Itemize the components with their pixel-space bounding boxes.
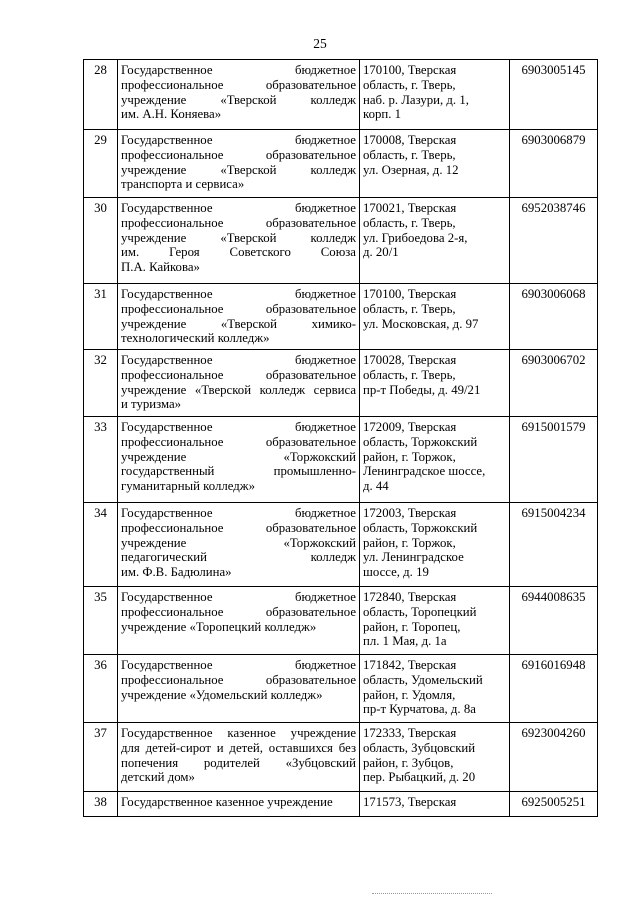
organization-address-line: д. 20/1 bbox=[363, 245, 399, 260]
table-row bbox=[84, 723, 598, 792]
organization-address-line: д. 44 bbox=[363, 479, 389, 494]
organization-address bbox=[360, 130, 510, 198]
table-row bbox=[84, 417, 598, 503]
organization-address-line: ул. Озерная, д. 12 bbox=[363, 162, 459, 177]
organization-address-line: область, Зубцовский bbox=[363, 740, 476, 755]
organization-address-line: Ленинградское шоссе, bbox=[363, 464, 486, 479]
organization-name-line: профессиональное образовательное bbox=[121, 77, 356, 92]
organization-inn: 6903006879 bbox=[510, 130, 598, 198]
organization-name-line: детский дом» bbox=[121, 770, 195, 785]
organization-name-line: государственный промышленно- bbox=[121, 464, 356, 479]
organization-name-line: технологический колледж» bbox=[121, 331, 270, 346]
row-number: 36 bbox=[84, 655, 118, 723]
organization-inn: 6903006068 bbox=[510, 284, 598, 350]
organization-address-line: ул. Грибоедова 2-я, bbox=[363, 230, 468, 245]
organization-name bbox=[118, 60, 360, 130]
row-number: 28 bbox=[84, 60, 118, 130]
organization-name bbox=[118, 284, 360, 350]
organization-address-line: 171573, Тверская bbox=[363, 795, 457, 809]
organization-inn: 6903006702 bbox=[510, 350, 598, 417]
organization-address-line: 172003, Тверская bbox=[363, 506, 457, 520]
organization-address-line: пр-т Победы, д. 49/21 bbox=[363, 382, 481, 397]
row-number: 31 bbox=[84, 284, 118, 350]
organization-address-line: 171842, Тверская bbox=[363, 658, 457, 672]
organization-address-line: район, г. Зубцов, bbox=[363, 755, 454, 770]
organization-address bbox=[360, 723, 510, 792]
organization-address-line: область, г. Тверь, bbox=[363, 301, 456, 316]
organization-name-line: Государственное бюджетное bbox=[121, 658, 356, 672]
organization-address bbox=[360, 350, 510, 417]
organization-name-line: гуманитарный колледж» bbox=[121, 479, 256, 494]
organization-address-line: 172009, Тверская bbox=[363, 420, 457, 434]
table-row bbox=[84, 587, 598, 655]
organization-name bbox=[118, 792, 360, 817]
row-number: 37 bbox=[84, 723, 118, 792]
organization-name-line: Государственное казенное учреждение bbox=[121, 795, 333, 809]
organization-name-line: профессиональное образовательное bbox=[121, 604, 356, 619]
organization-name-line: педагогический колледж bbox=[121, 550, 356, 565]
table-row bbox=[84, 284, 598, 350]
organization-name bbox=[118, 198, 360, 284]
organization-inn: 6944008635 bbox=[510, 587, 598, 655]
organization-inn: 6923004260 bbox=[510, 723, 598, 792]
organization-address-line: район, г. Торжок, bbox=[363, 449, 456, 464]
organization-name-line: Государственное бюджетное bbox=[121, 590, 356, 604]
organization-name-line: учреждение «Удомельский колледж» bbox=[121, 687, 323, 702]
organization-address bbox=[360, 655, 510, 723]
organization-name-line: Государственное казенное учреждение bbox=[121, 726, 356, 740]
organization-name-line: профессиональное образовательное bbox=[121, 672, 356, 687]
organization-name-line: им. Героя Советского Союза bbox=[121, 245, 356, 260]
row-number: 35 bbox=[84, 587, 118, 655]
organization-address-line: ул. Московская, д. 97 bbox=[363, 316, 479, 331]
organization-address-line: 170100, Тверская bbox=[363, 63, 457, 77]
organization-name-line: Государственное бюджетное bbox=[121, 201, 356, 215]
organization-name-line: учреждение «Тверской химико- bbox=[121, 316, 356, 331]
organization-name-line: учреждение «Тверской колледж сервиса bbox=[121, 382, 356, 397]
row-number: 34 bbox=[84, 503, 118, 587]
organization-address bbox=[360, 503, 510, 587]
organization-address-line: 172840, Тверская bbox=[363, 590, 457, 604]
organization-name-line: Государственное бюджетное bbox=[121, 506, 356, 520]
organization-name-line: им. Ф.В. Бадюлина» bbox=[121, 565, 232, 580]
organization-address-line: 170100, Тверская bbox=[363, 287, 457, 301]
organization-name-line: П.А. Кайкова» bbox=[121, 260, 200, 275]
organization-inn: 6916016948 bbox=[510, 655, 598, 723]
footer-divider bbox=[372, 893, 492, 894]
organization-address-line: область, г. Тверь, bbox=[363, 77, 456, 92]
organization-name-line: учреждение «Торжокский bbox=[121, 535, 356, 550]
organization-name-line: профессиональное образовательное bbox=[121, 367, 356, 382]
table-body bbox=[84, 60, 598, 817]
organization-address bbox=[360, 284, 510, 350]
organization-address bbox=[360, 792, 510, 817]
organization-address bbox=[360, 198, 510, 284]
organization-address-line: область, Торопецкий bbox=[363, 604, 477, 619]
row-number: 29 bbox=[84, 130, 118, 198]
organization-inn: 6915004234 bbox=[510, 503, 598, 587]
organization-address-line: район, г. Торопец, bbox=[363, 619, 461, 634]
organization-name bbox=[118, 503, 360, 587]
organization-name bbox=[118, 350, 360, 417]
organization-address-line: 172333, Тверская bbox=[363, 726, 457, 740]
organization-name-line: учреждение «Тверской колледж bbox=[121, 162, 356, 177]
organization-address-line: 170008, Тверская bbox=[363, 133, 457, 147]
organization-address-line: наб. р. Лазури, д. 1, bbox=[363, 92, 469, 107]
organization-address bbox=[360, 60, 510, 130]
organization-name-line: и туризма» bbox=[121, 397, 182, 412]
organizations-table bbox=[83, 59, 598, 817]
table-row bbox=[84, 60, 598, 130]
organization-name-line: профессиональное образовательное bbox=[121, 301, 356, 316]
organization-name-line: Государственное бюджетное bbox=[121, 133, 356, 147]
organization-name-line: попечения родителей «Зубцовский bbox=[121, 755, 356, 770]
organization-address bbox=[360, 417, 510, 503]
page-number: 25 bbox=[313, 36, 327, 51]
organization-address-line: область, г. Тверь, bbox=[363, 367, 456, 382]
organization-address-line: область, Торжокский bbox=[363, 434, 478, 449]
organization-name-line: профессиональное образовательное bbox=[121, 434, 356, 449]
organization-address-line: пер. Рыбацкий, д. 20 bbox=[363, 770, 476, 785]
organization-name-line: профессиональное образовательное bbox=[121, 520, 356, 535]
organization-address bbox=[360, 587, 510, 655]
organization-address-line: шоссе, д. 19 bbox=[363, 565, 429, 580]
table-row bbox=[84, 350, 598, 417]
organization-name bbox=[118, 130, 360, 198]
organization-name-line: учреждение «Торопецкий колледж» bbox=[121, 619, 317, 634]
organization-address-line: корп. 1 bbox=[363, 107, 402, 122]
organization-name bbox=[118, 587, 360, 655]
organization-address-line: пр-т Курчатова, д. 8а bbox=[363, 702, 476, 717]
organization-name-line: им. А.Н. Коняева» bbox=[121, 107, 222, 122]
organization-name-line: учреждение «Торжокский bbox=[121, 449, 356, 464]
organization-name-line: учреждение «Тверской колледж bbox=[121, 92, 356, 107]
organization-address-line: область, Торжокский bbox=[363, 520, 478, 535]
table-row bbox=[84, 130, 598, 198]
organization-address-line: пл. 1 Мая, д. 1а bbox=[363, 634, 447, 649]
table-row bbox=[84, 792, 598, 817]
organization-name-line: Государственное бюджетное bbox=[121, 287, 356, 301]
organization-name-line: Государственное бюджетное bbox=[121, 353, 356, 367]
organization-address-line: 170028, Тверская bbox=[363, 353, 457, 367]
organization-name-line: Государственное бюджетное bbox=[121, 420, 356, 434]
organization-inn: 6915001579 bbox=[510, 417, 598, 503]
organization-name-line: профессиональное образовательное bbox=[121, 215, 356, 230]
row-number: 33 bbox=[84, 417, 118, 503]
organization-address-line: ул. Ленинградское bbox=[363, 550, 464, 565]
table-row bbox=[84, 198, 598, 284]
row-number: 30 bbox=[84, 198, 118, 284]
organization-name-line: профессиональное образовательное bbox=[121, 147, 356, 162]
organization-address-line: область, Удомельский bbox=[363, 672, 483, 687]
organization-address-line: район, г. Удомля, bbox=[363, 687, 456, 702]
organization-address-line: область, г. Тверь, bbox=[363, 147, 456, 162]
organization-name bbox=[118, 417, 360, 503]
organization-name-line: учреждение «Тверской колледж bbox=[121, 230, 356, 245]
organization-address-line: 170021, Тверская bbox=[363, 201, 457, 215]
organization-name bbox=[118, 723, 360, 792]
organization-inn: 6903005145 bbox=[510, 60, 598, 130]
organization-inn: 6952038746 bbox=[510, 198, 598, 284]
organization-inn: 6925005251 bbox=[510, 792, 598, 817]
organization-address-line: область, г. Тверь, bbox=[363, 215, 456, 230]
table-row bbox=[84, 655, 598, 723]
organization-name-line: для детей-сирот и детей, оставшихся без bbox=[121, 740, 356, 755]
organization-name-line: транспорта и сервиса» bbox=[121, 177, 245, 192]
row-number: 32 bbox=[84, 350, 118, 417]
organization-address-line: район, г. Торжок, bbox=[363, 535, 456, 550]
row-number: 38 bbox=[84, 792, 118, 817]
organization-name bbox=[118, 655, 360, 723]
table-row bbox=[84, 503, 598, 587]
organization-name-line: Государственное бюджетное bbox=[121, 63, 356, 77]
